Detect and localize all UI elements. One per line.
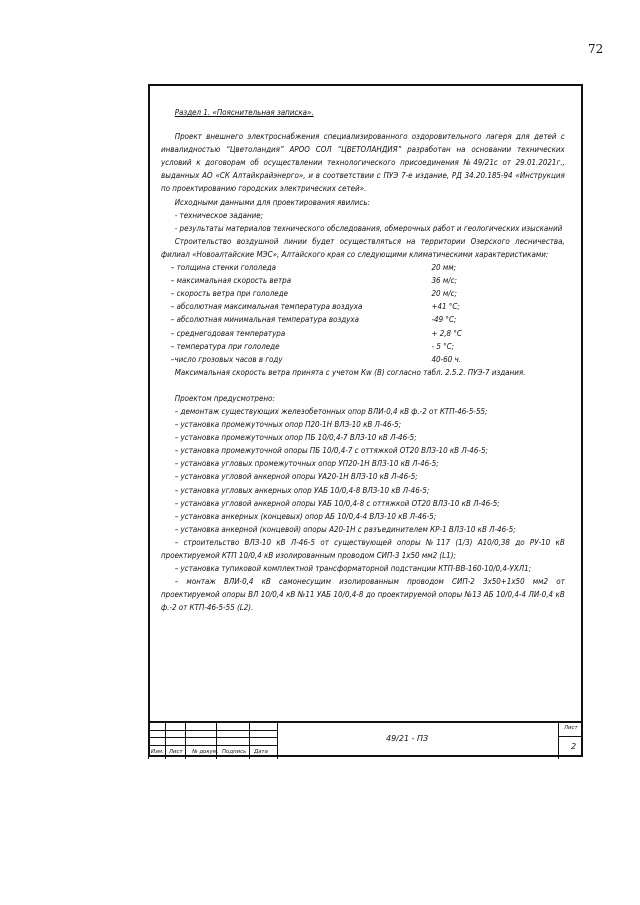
sheet-label: Лист <box>564 725 578 731</box>
section-title: Раздел 1. «Пояснительная записка». <box>174 107 314 117</box>
climate-label: – температура при гололеде <box>170 340 280 351</box>
provision-item: – установка анкерной (концевой) опоры А20-1Н с разъединителем КР-1 ВЛЗ-10 кВ Л-46-5; <box>174 523 516 534</box>
climate-row <box>161 300 565 313</box>
stamp-line <box>165 723 166 759</box>
provision-item: – установка угловой анкерной опоры УА20-1Н ВЛЗ-10 кВ Л-46-5; <box>174 471 418 482</box>
climate-row <box>161 313 565 326</box>
provision-item: – установка угловых промежуточных опор УП20-1Н ВЛЗ-10 кВ Л-46-5; <box>174 458 439 469</box>
stamp-line <box>558 723 559 759</box>
stamp-label: Подпись <box>222 749 247 755</box>
list-item: - результаты материалов технического обследования, обмерочных работ и геологических изысканий <box>174 222 563 233</box>
stamp-line <box>558 736 583 737</box>
stamp-label: Дата <box>254 749 268 755</box>
climate-value: +41 °С; <box>431 301 460 312</box>
provision-item: – строительство ВЛЗ-10 кВ Л-46-5 от существующей опоры №117 (1/3) А10/0,38 до РУ-10 кВ проектируемой КТП 10/0,4 кВ изолированным проводом СИП-3 1х50 мм2 (L1); <box>161 536 565 560</box>
provision-item: – демонтаж существующих железобетонных опор ВЛИ-0,4 кВ ф.-2 от КТП-46-5-55; <box>174 405 488 416</box>
climate-row <box>161 327 565 340</box>
climate-value: 40-60 ч. <box>431 353 461 364</box>
climate-label: – абсолютная минимальная температура воздуха <box>170 314 360 325</box>
provision-item: – установка промежуточных опор ПБ 10/0,4-7 ВЛЗ-10 кВ Л-46-5; <box>174 432 417 443</box>
climate-value: 20 м/с; <box>431 288 457 299</box>
list-item: - техническое задание; <box>174 209 264 220</box>
title-block <box>148 721 583 759</box>
provisions-title: Проектом предусмотрено: <box>174 392 275 403</box>
provision-item: – установка промежуточной опоры ПБ 10/0,4-7 с оттяжкой ОТ20 ВЛЗ-10 кВ Л-46-5; <box>174 445 488 456</box>
stamp-line <box>185 723 186 759</box>
climate-label: – максимальная скорость ветра <box>170 275 292 286</box>
paragraph-construction: Строительство воздушной линии будет осуществляться на территории Озерского лесничества, филиал «Новоалтайские МЭС», Алтайского края со следующими климатическими характеристиками: <box>161 235 565 259</box>
climate-table <box>161 261 565 366</box>
stamp-line <box>148 723 149 759</box>
climate-row <box>161 274 565 287</box>
stamp-label: Изм. <box>151 749 164 755</box>
paragraph-source-data: Исходными данными для проектирования явились: <box>174 196 370 207</box>
climate-label: – абсолютная максимальная температура воздуха <box>170 301 363 312</box>
climate-value: -49 °С; <box>431 314 457 325</box>
provision-item: – установка угловой анкерной опоры УАБ 10/0,4-8 с оттяжкой ОТ20 ВЛЗ-10 кВ Л-46-5; <box>174 497 500 508</box>
climate-value: + 2,8 °С <box>431 327 462 338</box>
document-number: 49/21 - ПЗ <box>386 734 429 743</box>
sheet-number: 2 <box>571 742 577 751</box>
climate-row <box>161 261 565 274</box>
provision-item: – установка анкерных (концевых) опор АБ 10/0,4-4 ВЛЗ-10 кВ Л-46-5; <box>174 510 437 521</box>
provision-item: – монтаж ВЛИ-0,4 кВ самонесущим изолированным проводом СИП-2 3х50+1х50 мм2 от проектируемой опоры ВЛ 10/0,4 кВ №11 УАБ 10/0,4-8 до проектируемой опоры №13 АБ 10/0,4-4 ЛИ-0,4 кВ ф.-2 от КТП-46-5-55 (L2). <box>161 576 565 613</box>
page-number: 72 <box>588 42 604 56</box>
stamp-line <box>249 723 250 759</box>
stamp-label: Лист <box>169 749 183 755</box>
provision-item: – установка угловых анкерных опор УАБ 10/0,4-8 ВЛЗ-10 кВ Л-46-5; <box>174 484 430 495</box>
stamp-line <box>277 723 278 759</box>
provision-item: – установка промежуточных опор П20-1Н ВЛЗ-10 кВ Л-46-5; <box>174 419 402 430</box>
climate-row <box>161 340 565 353</box>
climate-value: 36 м/с; <box>431 275 457 286</box>
climate-label: – скорость ветра при гололеде <box>170 288 289 299</box>
climate-value: 20 мм; <box>431 262 457 273</box>
stamp-line <box>148 730 278 731</box>
spacer <box>161 379 565 392</box>
climate-label: – среднегодовая температура <box>170 327 286 338</box>
stamp-line <box>148 745 278 746</box>
climate-label: –число грозовых часов в году <box>170 353 283 364</box>
climate-label: – толщина стенки гололеда <box>170 262 277 273</box>
document-body <box>161 106 565 614</box>
stamp-label: № докум. <box>192 749 219 755</box>
climate-row <box>161 353 565 366</box>
wind-note: Максимальная скорость ветра принята с учетом Кw (В) согласно табл. 2.5.2. ПУЭ-7 издания. <box>174 366 526 377</box>
climate-value: - 5 °С; <box>431 340 455 351</box>
provision-item: – установка тупиковой комплектной трансформаторной подстанции КТП-ВВ-160-10/0,4-УХЛ1; <box>174 563 532 574</box>
stamp-line <box>148 737 278 738</box>
paragraph-basis: Проект внешнего электроснабжения специализированного оздоровительного лагеря для детей с инвалидностью “Цветоландия” АРОО СОЛ “ЦВЕТОЛАНДИЯ” разработан на основании технических условий к договорам об осуществлении технологического присоединения №49/21с от 29.01.2021г., выданных АО «СК Алтайкрайэнерго», и в соответствии с ПУЭ 7-е издание, РД 34.20.185-94 «Инструкция по проектированию городских электрических сетей». <box>161 131 565 194</box>
climate-row <box>161 287 565 300</box>
